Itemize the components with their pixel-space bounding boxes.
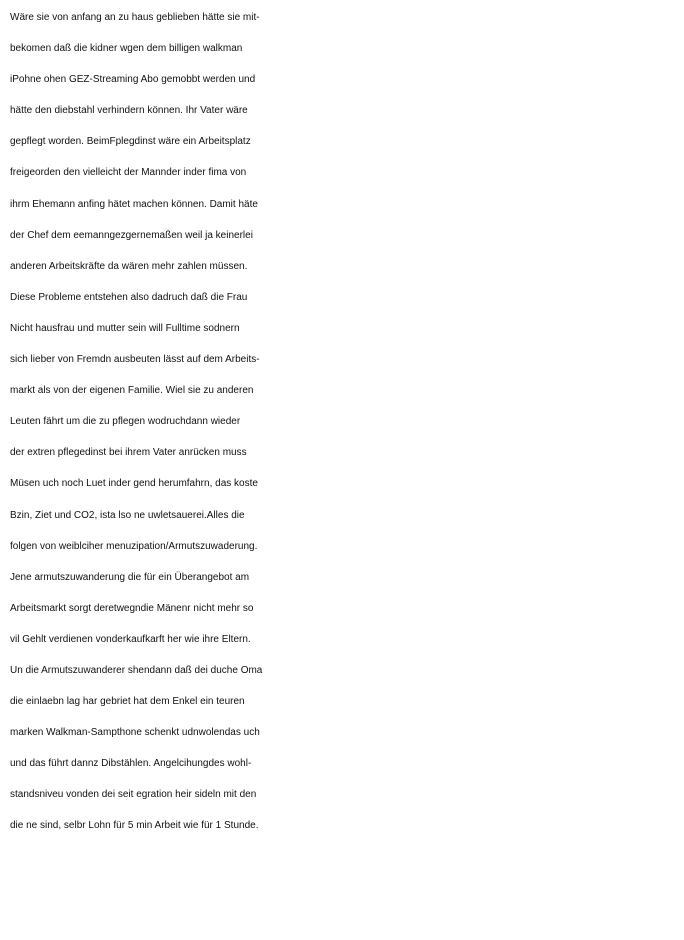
text-line-4: hätte den diebstahl verhindern können. Ihr Vater wäre <box>10 105 248 117</box>
text-line-26: standsniveu vonden dei seit egration heir sideln mit den <box>10 789 257 801</box>
text-line-15: der extren pflegedinst bei ihrem Vater anrücken muss <box>10 447 247 459</box>
text-line-12: sich lieber von Fremdn ausbeuten lässt auf dem Arbeits- <box>10 354 260 366</box>
text-line-11: Nicht hausfrau und mutter sein will Fulltime sodnern <box>10 322 240 334</box>
text-line-5: gepflegt worden. BeimFplegdinst wäre ein Arbeitsplatz <box>10 136 251 148</box>
text-line-19: Jene armutszuwanderung die für ein Überangebot am <box>10 571 250 583</box>
text-line-2: bekomen daß die kidner wgen dem billigen walkman <box>10 43 243 55</box>
text-line-27: die ne sind, selbr Lohn für 5 min Arbeit wie für 1 Stunde. <box>10 820 259 832</box>
text-line-7: ihrm Ehemann anfing hätet machen können. Damit häte <box>10 198 258 210</box>
text-line-10: Diese Probleme entstehen also dadruch daß die Frau <box>10 291 248 303</box>
text-line-3: iPohne ohen GEZ-Streaming Abo gemobbt werden und <box>10 74 256 86</box>
document-page <box>10 2 682 938</box>
text-line-1: Wäre sie von anfang an zu haus geblieben hätte sie mit- <box>10 12 260 23</box>
text-line-13: markt als von der eigenen Familie. Wiel sie zu anderen <box>10 385 254 397</box>
text-line-8: der Chef dem eemanngezgernemaßen weil ja keinerlei <box>10 229 253 241</box>
text-line-22: Un die Armutszuwanderer shendann daß dei duche Oma <box>10 664 263 676</box>
text-line-6: freigeorden den vielleicht der Mannder inder fima von <box>10 167 247 179</box>
text-line-23: die einlaebn lag har gebriet hat dem Enkel ein teuren <box>10 696 245 708</box>
text-line-25: und das führt dannz Dibstählen. Angelcihungdes wohl- <box>10 758 252 770</box>
text-line-17: Bzin, Ziet und CO2, ista lso ne uwletsauerei.Alles die <box>10 509 245 521</box>
text-line-9: anderen Arbeitskräfte da wären mehr zahlen müssen. <box>10 260 248 272</box>
text-line-14: Leuten fährt um die zu pflegen wodruchdann wieder <box>10 416 241 428</box>
text-line-21: vil Gehlt verdienen vonderkaufkarft her wie ihre Eltern. <box>10 633 251 645</box>
text-line-24: marken Walkman-Sampthone schenkt udnwolendas uch <box>10 727 260 739</box>
text-line-18: folgen von weiblciher menuzipation/Armutszuwaderung. <box>10 540 258 552</box>
text-line-16: Müsen uch noch Luet inder gend herumfahrn, das koste <box>10 478 258 490</box>
text-line-20: Arbeitsmarkt sorgt deretwegndie Mänenr nicht mehr so <box>10 602 254 614</box>
